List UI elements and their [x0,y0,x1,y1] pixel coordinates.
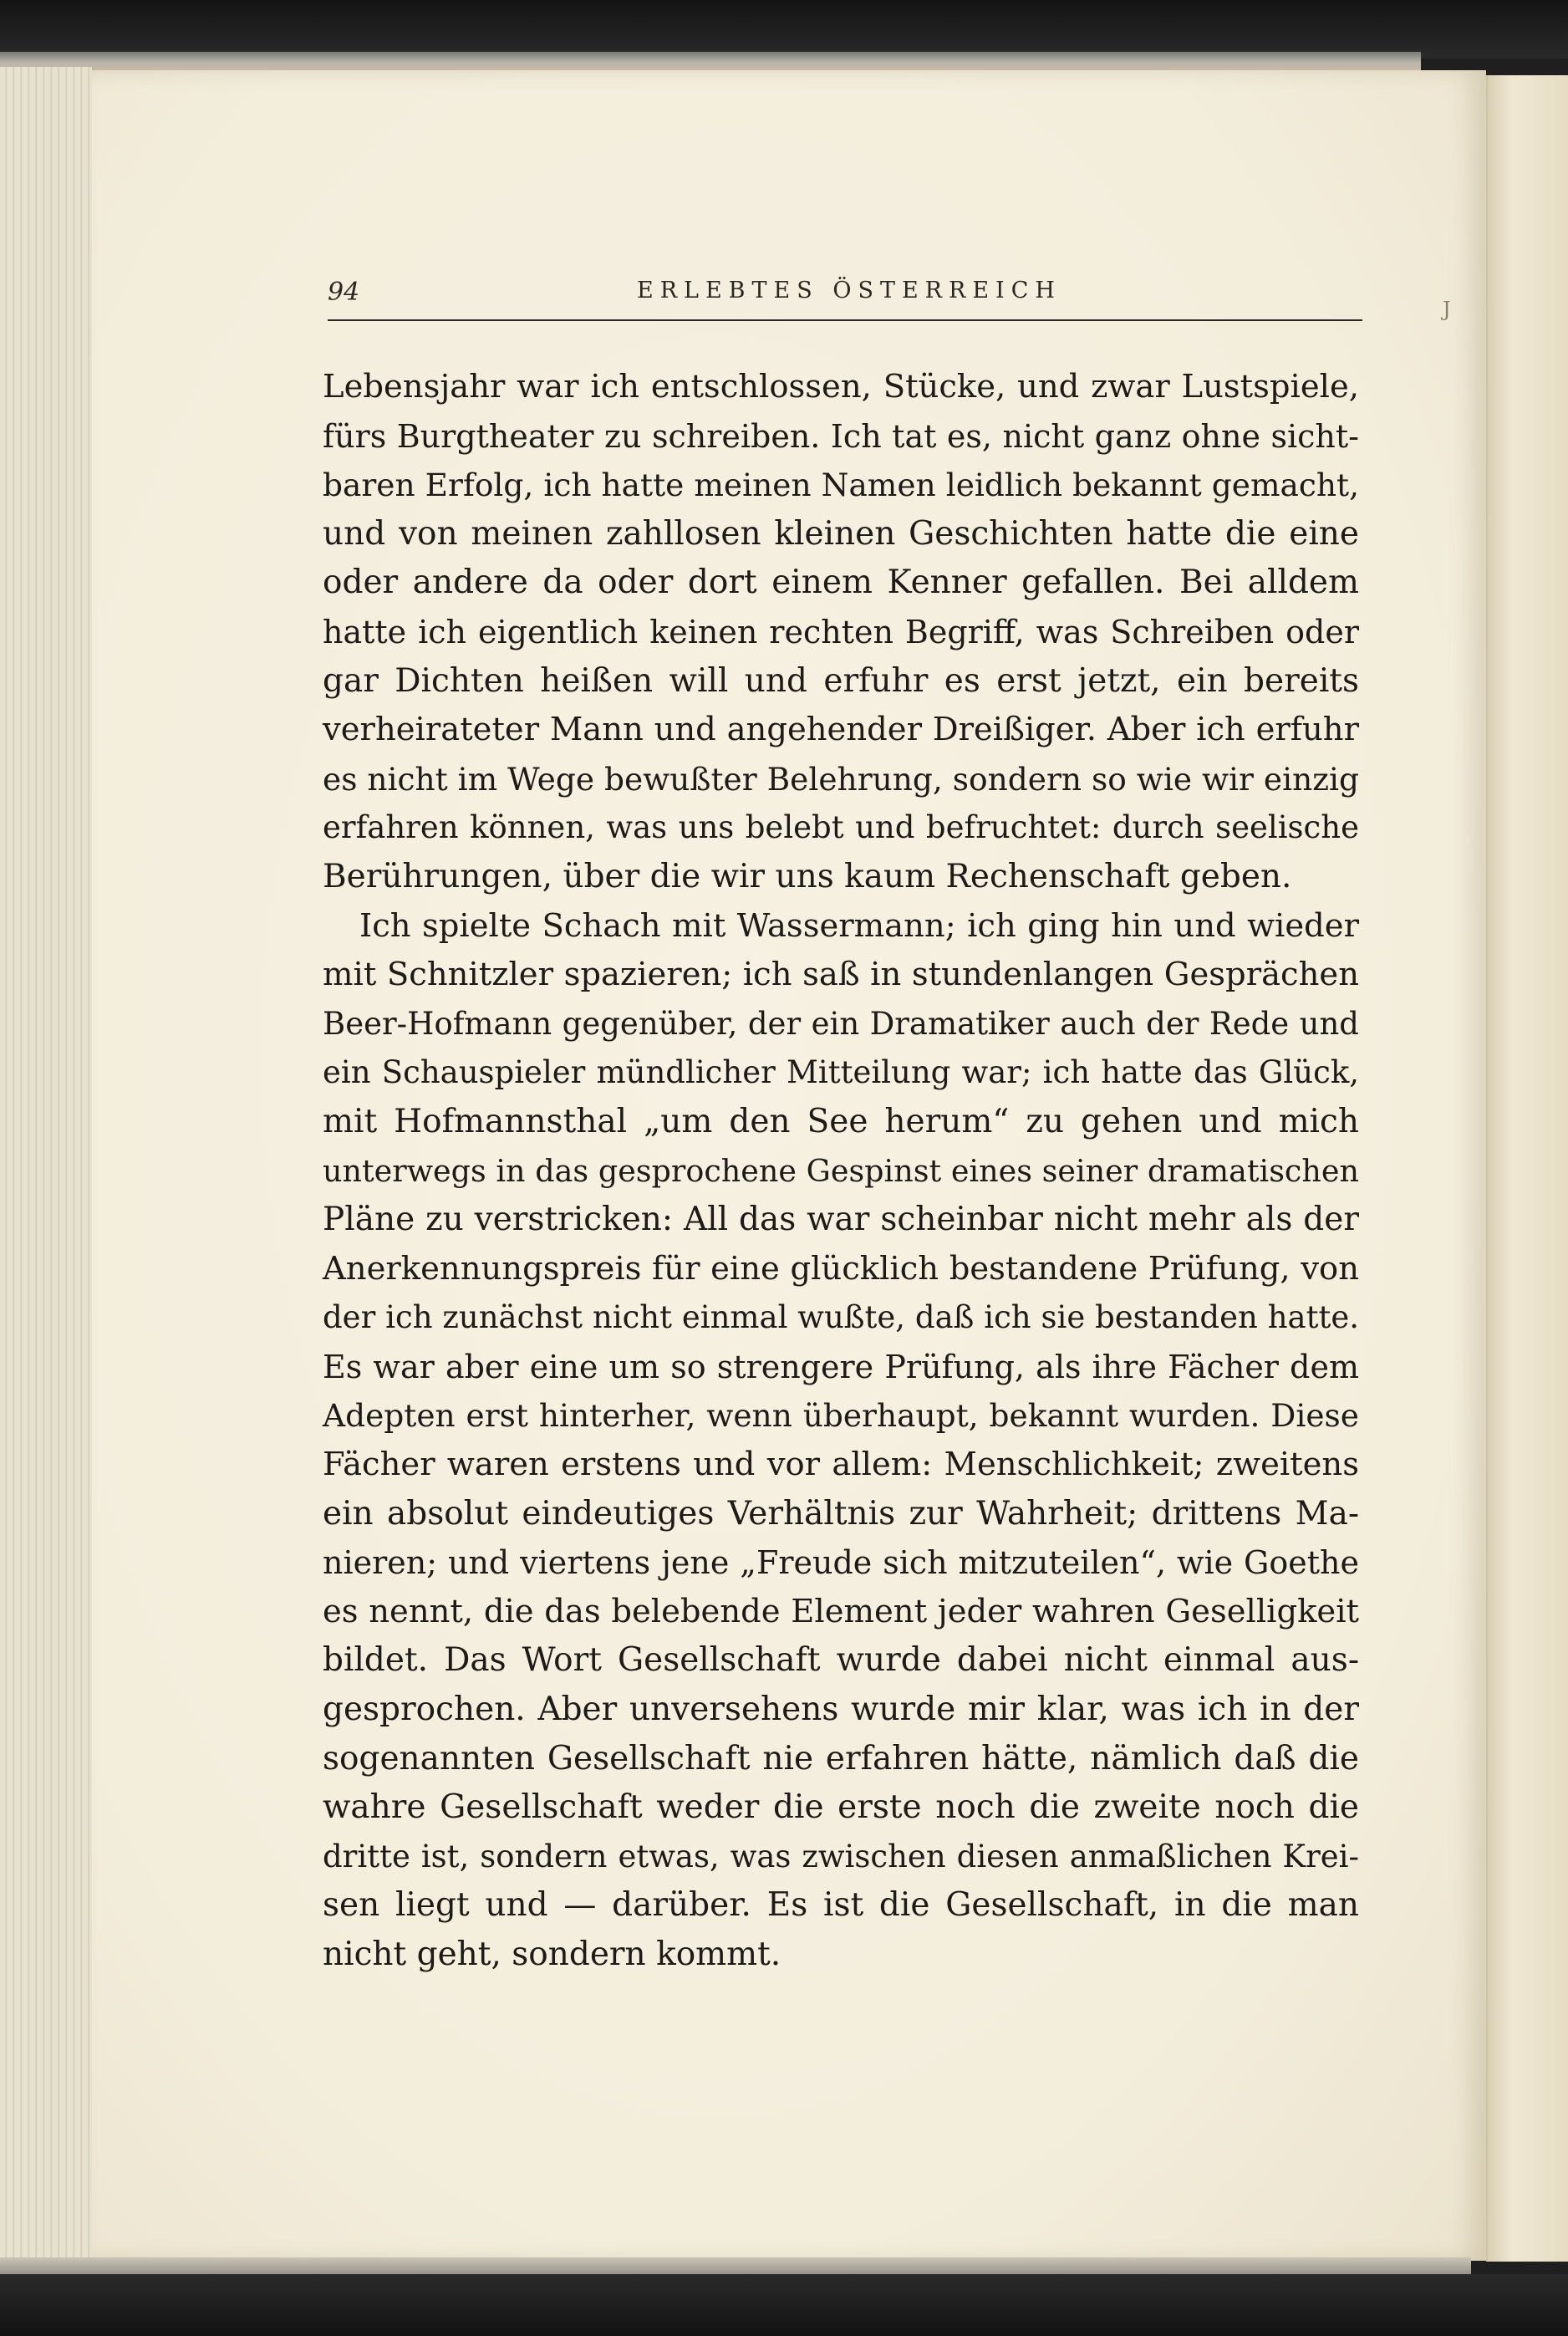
text-line: wahre Gesellschaft weder die erste noch die zweite noch die [323,1788,1359,1827]
text-line: es nicht im Wege bewußter Belehrung, sondern so wie wir einzig [323,760,1359,798]
text-line: Beer-Hofmann gegenüber, der ein Dramatiker auch der Rede und [323,1005,1359,1042]
text-line: ein absolut eindeutiges Verhältnis zur Wahrheit; drittens Ma- [323,1494,1359,1533]
margin-mark: J [1443,298,1451,321]
text-line: unterwegs in das gesprochene Gespinst eines seiner dramatischen [323,1152,1359,1189]
running-title: ERLEBTES ÖSTERREICH [637,278,1061,303]
page-number: 94 [328,278,360,307]
text-line: Anerkennungspreis für eine glücklich bestandene Prüfung, von [323,1249,1359,1288]
running-header [328,276,1362,321]
paragraph-1 [323,363,1359,902]
text-line: erfahren können, was uns belebt und befruchtet: durch seelische [323,809,1359,846]
facing-page-edge [1486,75,1568,2262]
text-line: es nennt, die das belebende Element jeder wahren Geselligkeit [323,1592,1359,1630]
text-line: Adepten erst hinterher, wenn überhaupt, bekannt wurden. Diese [323,1397,1359,1435]
text-line: ein Schauspieler mündlicher Mitteilung war; ich hatte das Glück, [323,1054,1359,1091]
bottom-background [0,2274,1568,2336]
text-line: nicht geht, sondern kommt. [323,1936,781,1973]
text-line: hatte ich eigentlich keinen rechten Begriff, was Schreiben oder [323,613,1359,650]
text-line: verheirateter Mann und angehender Dreißiger. Aber ich erfuhr [323,711,1359,749]
text-line: Lebensjahr war ich entschlossen, Stücke, und zwar Lustspiele, [323,368,1359,405]
text-line: gar Dichten heißen will und erfuhr es erst jetzt, ein bereits [323,661,1359,700]
body-text [323,363,1359,1980]
text-line: fürs Burgtheater zu schreiben. Ich tat es, nicht ganz ohne sicht- [323,417,1359,455]
text-line: mit Hofmannsthal „um den See herum“ zu gehen und mich [323,1102,1359,1140]
text-line: mit Schnitzler spazieren; ich saß in stundenlangen Gesprächen [323,956,1359,994]
text-line: oder andere da oder dort einem Kenner gefallen. Bei alldem [323,564,1359,602]
text-line: nieren; und viertens jene „Freude sich mitzuteilen“, wie Goethe [323,1544,1359,1582]
text-line: und von meinen zahllosen kleinen Geschichten hatte die eine [323,514,1359,553]
text-line: Es war aber eine um so strengere Prüfung, als ihre Fächer dem [323,1348,1359,1385]
page-stack-edge [0,67,94,2266]
text-line: bildet. Das Wort Gesellschaft wurde dabei nicht einmal aus- [323,1641,1359,1680]
text-line: Fächer waren erstens und vor allem: Menschlichkeit; zweitens [323,1446,1359,1484]
top-background [0,0,1568,59]
text-line: dritte ist, sondern etwas, was zwischen diesen anmaßlichen Krei- [323,1838,1359,1874]
paragraph-2 [323,902,1359,1980]
text-line: Pläne zu verstricken: All das war scheinbar nicht mehr als der [323,1201,1359,1239]
text-line: der ich zunächst nicht einmal wußte, daß ich sie bestanden hatte. [323,1299,1359,1336]
text-line: Berührungen, über die wir uns kaum Rechenschaft geben. [323,857,1292,895]
text-line: sen liegt und — darüber. Es ist die Gesellschaft, in die man [323,1886,1359,1925]
text-line: gesprochen. Aber unversehens wurde mir klar, was ich in der [323,1691,1359,1729]
text-line: baren Erfolg, ich hatte meinen Namen leidlich bekannt gemacht, [323,467,1359,504]
text-line: Ich spielte Schach mit Wassermann; ich ging hin und wieder [359,906,1359,945]
text-line: sogenannten Gesellschaft nie erfahren hätte, nämlich daß die [323,1739,1359,1778]
